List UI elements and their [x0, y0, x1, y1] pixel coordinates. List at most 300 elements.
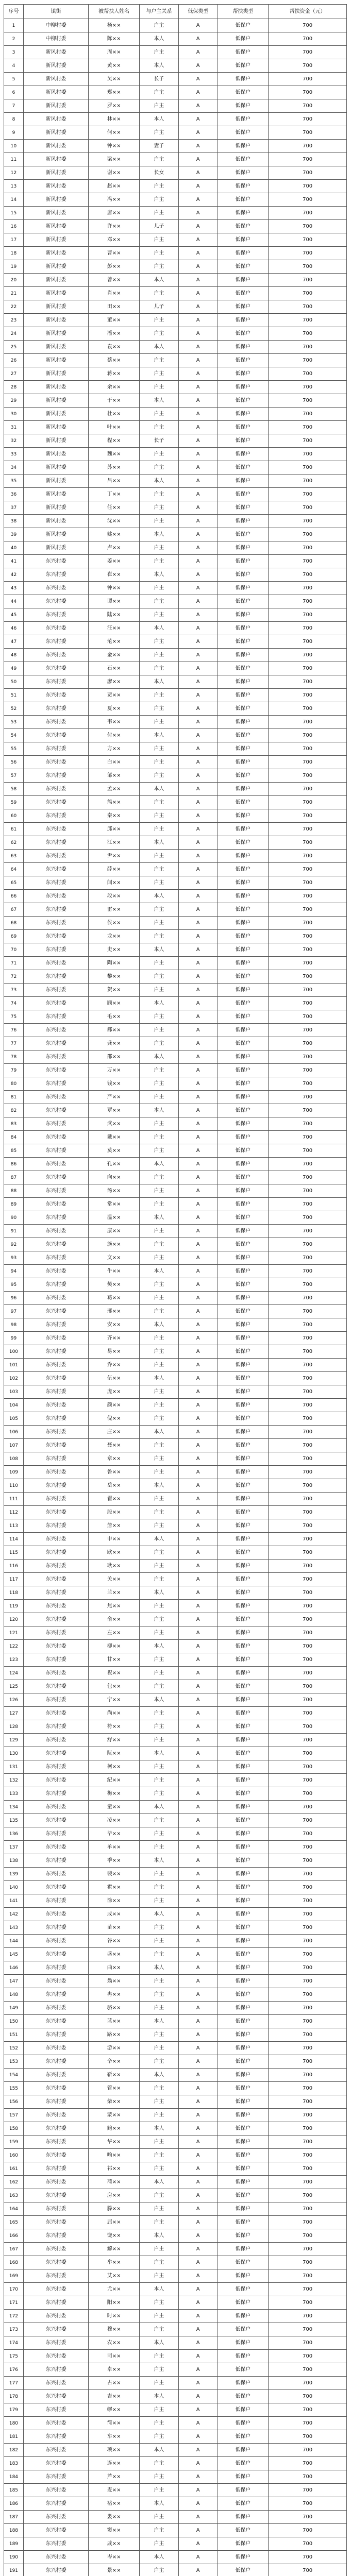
cell-name: 樊××: [89, 1278, 140, 1292]
cell-subsidy-class: A: [178, 635, 218, 649]
cell-assist-type: 低保户: [218, 1560, 269, 1573]
cell-name: 钟××: [89, 582, 140, 595]
cell-name: 单××: [89, 1841, 140, 1854]
cell-assist-type: 低保户: [218, 1184, 269, 1198]
cell-assist-type: 低保户: [218, 1600, 269, 1613]
cell-relation: 户主: [139, 1332, 178, 1345]
cell-name: 冯××: [89, 193, 140, 207]
cell-amount: 700: [269, 193, 347, 207]
cell-subsidy-class: A: [178, 2377, 218, 2390]
cell-index: 125: [4, 1680, 24, 1693]
cell-amount: 700: [269, 1077, 347, 1091]
cell-amount: 700: [269, 1546, 347, 1560]
cell-amount: 700: [269, 2564, 347, 2576]
table-row: [4, 1332, 347, 1345]
cell-town: 东兴村委: [23, 1064, 88, 1077]
cell-assist-type: 低保户: [218, 2189, 269, 2202]
cell-relation: 户主: [139, 1117, 178, 1131]
cell-town: 新风村委: [23, 408, 88, 421]
cell-town: 东兴村委: [23, 876, 88, 890]
cell-index: 122: [4, 1640, 24, 1653]
table-row: [4, 46, 347, 59]
cell-relation: 户主: [139, 46, 178, 59]
cell-relation: 户主: [139, 2243, 178, 2256]
cell-subsidy-class: A: [178, 354, 218, 367]
cell-index: 187: [4, 2511, 24, 2524]
cell-index: 16: [4, 220, 24, 233]
table-row: [4, 1144, 347, 1158]
cell-relation: 户主: [139, 2109, 178, 2122]
cell-relation: 本人: [139, 1050, 178, 1064]
cell-assist-type: 低保户: [218, 622, 269, 635]
cell-subsidy-class: A: [178, 19, 218, 32]
cell-name: 麦××: [89, 2484, 140, 2497]
cell-relation: 户主: [139, 1948, 178, 1961]
cell-assist-type: 低保户: [218, 2028, 269, 2042]
cell-relation: 本人: [139, 2015, 178, 2028]
table-row: [4, 488, 347, 501]
cell-index: 149: [4, 2002, 24, 2015]
cell-relation: 本人: [139, 1479, 178, 1493]
cell-index: 43: [4, 582, 24, 595]
table-row: [4, 850, 347, 863]
cell-town: 东兴村委: [23, 1801, 88, 1814]
cell-relation: 本人: [139, 783, 178, 796]
cell-subsidy-class: A: [178, 1881, 218, 1894]
cell-name: 舒××: [89, 1734, 140, 1747]
cell-subsidy-class: A: [178, 474, 218, 488]
cell-town: 新风村委: [23, 99, 88, 113]
cell-town: 东兴村委: [23, 1412, 88, 1426]
table-row: [4, 126, 347, 140]
cell-relation: 户主: [139, 2417, 178, 2430]
cell-assist-type: 低保户: [218, 73, 269, 86]
cell-amount: 700: [269, 1211, 347, 1225]
cell-town: 东兴村委: [23, 2136, 88, 2149]
cell-amount: 700: [269, 488, 347, 501]
cell-amount: 700: [269, 2028, 347, 2042]
cell-relation: 本人: [139, 1211, 178, 1225]
cell-amount: 700: [269, 2470, 347, 2484]
cell-town: 东兴村委: [23, 2229, 88, 2243]
cell-assist-type: 低保户: [218, 1466, 269, 1479]
cell-assist-type: 低保户: [218, 863, 269, 876]
cell-amount: 700: [269, 1064, 347, 1077]
cell-assist-type: 低保户: [218, 488, 269, 501]
cell-subsidy-class: A: [178, 2055, 218, 2069]
cell-name: 陈××: [89, 32, 140, 46]
cell-subsidy-class: A: [178, 381, 218, 394]
cell-town: 新风村委: [23, 421, 88, 434]
cell-amount: 700: [269, 1144, 347, 1158]
cell-assist-type: 低保户: [218, 2269, 269, 2283]
cell-amount: 700: [269, 2444, 347, 2457]
cell-town: 东兴村委: [23, 2256, 88, 2269]
cell-relation: 户主: [139, 2189, 178, 2202]
table-row: [4, 796, 347, 809]
table-row: [4, 528, 347, 541]
table-row: [4, 408, 347, 421]
cell-subsidy-class: A: [178, 166, 218, 180]
assistance-table: [4, 4, 347, 2576]
cell-town: 东兴村委: [23, 1426, 88, 1439]
cell-index: 156: [4, 2095, 24, 2109]
cell-town: 东兴村委: [23, 2430, 88, 2444]
cell-assist-type: 低保户: [218, 461, 269, 474]
cell-index: 154: [4, 2069, 24, 2082]
cell-subsidy-class: A: [178, 1868, 218, 1881]
cell-assist-type: 低保户: [218, 1131, 269, 1144]
cell-town: 东兴村委: [23, 2417, 88, 2430]
cell-subsidy-class: A: [178, 1117, 218, 1131]
cell-name: 岳××: [89, 1479, 140, 1493]
cell-subsidy-class: A: [178, 1171, 218, 1184]
cell-amount: 700: [269, 140, 347, 153]
cell-town: 东兴村委: [23, 1827, 88, 1841]
cell-name: 田××: [89, 300, 140, 314]
cell-assist-type: 低保户: [218, 1841, 269, 1854]
cell-assist-type: 低保户: [218, 1975, 269, 1988]
cell-assist-type: 低保户: [218, 2122, 269, 2136]
cell-relation: 户主: [139, 863, 178, 876]
cell-index: 7: [4, 99, 24, 113]
cell-assist-type: 低保户: [218, 1774, 269, 1787]
cell-assist-type: 低保户: [218, 2149, 269, 2162]
table-row: [4, 2002, 347, 2015]
cell-name: 聂××: [89, 1439, 140, 1452]
cell-subsidy-class: A: [178, 1198, 218, 1211]
cell-subsidy-class: A: [178, 729, 218, 742]
cell-town: 东兴村委: [23, 970, 88, 984]
cell-relation: 户主: [139, 461, 178, 474]
cell-subsidy-class: A: [178, 970, 218, 984]
cell-assist-type: 低保户: [218, 729, 269, 742]
table-row: [4, 2149, 347, 2162]
cell-relation: 户主: [139, 1439, 178, 1452]
cell-relation: 户主: [139, 1225, 178, 1238]
cell-amount: 700: [269, 2417, 347, 2430]
cell-town: 东兴村委: [23, 1600, 88, 1613]
cell-name: 尚××: [89, 1707, 140, 1720]
cell-amount: 700: [269, 394, 347, 408]
table-row: [4, 823, 347, 836]
cell-assist-type: 低保户: [218, 1305, 269, 1318]
cell-name: 袁××: [89, 341, 140, 354]
cell-relation: 户主: [139, 582, 178, 595]
cell-assist-type: 低保户: [218, 930, 269, 943]
cell-relation: 长女: [139, 166, 178, 180]
cell-amount: 700: [269, 207, 347, 220]
cell-name: 何××: [89, 126, 140, 140]
cell-name: 廖××: [89, 675, 140, 689]
cell-amount: 700: [269, 2176, 347, 2189]
cell-relation: 户主: [139, 314, 178, 327]
cell-town: 东兴村委: [23, 595, 88, 608]
cell-amount: 700: [269, 1707, 347, 1720]
cell-name: 崔××: [89, 568, 140, 582]
cell-name: 付××: [89, 729, 140, 742]
cell-amount: 700: [269, 461, 347, 474]
cell-assist-type: 低保户: [218, 2444, 269, 2457]
cell-relation: 本人: [139, 1265, 178, 1278]
cell-index: 110: [4, 1479, 24, 1493]
cell-name: 倪××: [89, 1412, 140, 1426]
cell-assist-type: 低保户: [218, 1720, 269, 1734]
table-row: [4, 2109, 347, 2122]
cell-name: 缪××: [89, 2403, 140, 2417]
table-row: [4, 341, 347, 354]
cell-subsidy-class: A: [178, 2430, 218, 2444]
table-row: [4, 1774, 347, 1787]
table-row: [4, 2162, 347, 2176]
cell-subsidy-class: A: [178, 408, 218, 421]
cell-name: 秦××: [89, 809, 140, 823]
cell-relation: 本人: [139, 1586, 178, 1600]
cell-amount: 700: [269, 1225, 347, 1238]
cell-index: 8: [4, 113, 24, 126]
cell-relation: 户主: [139, 1493, 178, 1506]
table-row: [4, 233, 347, 247]
table-row: [4, 2537, 347, 2551]
cell-assist-type: 低保户: [218, 501, 269, 515]
cell-relation: 户主: [139, 2377, 178, 2390]
cell-relation: 本人: [139, 2122, 178, 2136]
cell-amount: 700: [269, 2189, 347, 2202]
table-row: [4, 890, 347, 903]
cell-town: 东兴村委: [23, 1868, 88, 1881]
table-row: [4, 1827, 347, 1841]
cell-subsidy-class: A: [178, 113, 218, 126]
cell-subsidy-class: A: [178, 1037, 218, 1050]
cell-amount: 700: [269, 1171, 347, 1184]
cell-relation: 户主: [139, 984, 178, 997]
cell-amount: 700: [269, 2457, 347, 2470]
cell-town: 东兴村委: [23, 2484, 88, 2497]
cell-assist-type: 低保户: [218, 2216, 269, 2229]
cell-amount: 700: [269, 1613, 347, 1626]
cell-subsidy-class: A: [178, 99, 218, 113]
cell-index: 170: [4, 2283, 24, 2296]
cell-subsidy-class: A: [178, 274, 218, 287]
cell-name: 程××: [89, 434, 140, 448]
cell-relation: 户主: [139, 608, 178, 622]
table-row: [4, 314, 347, 327]
cell-assist-type: 低保户: [218, 1586, 269, 1600]
cell-assist-type: 低保户: [218, 608, 269, 622]
cell-assist-type: 低保户: [218, 1345, 269, 1359]
cell-assist-type: 低保户: [218, 984, 269, 997]
table-row: [4, 2417, 347, 2430]
cell-relation: 本人: [139, 1158, 178, 1171]
table-row: [4, 2256, 347, 2269]
cell-assist-type: 低保户: [218, 1988, 269, 2002]
cell-subsidy-class: A: [178, 890, 218, 903]
cell-relation: 户主: [139, 2256, 178, 2269]
cell-name: 武××: [89, 1117, 140, 1131]
cell-assist-type: 低保户: [218, 1318, 269, 1332]
cell-amount: 700: [269, 1158, 347, 1171]
cell-name: 欧××: [89, 1546, 140, 1560]
cell-assist-type: 低保户: [218, 1077, 269, 1091]
cell-relation: 户主: [139, 662, 178, 675]
cell-subsidy-class: A: [178, 1372, 218, 1385]
cell-name: 宁××: [89, 1693, 140, 1707]
cell-relation: 户主: [139, 1975, 178, 1988]
cell-town: 东兴村委: [23, 1908, 88, 1921]
cell-index: 5: [4, 73, 24, 86]
cell-subsidy-class: A: [178, 582, 218, 595]
cell-town: 新风村委: [23, 233, 88, 247]
cell-amount: 700: [269, 1948, 347, 1961]
cell-assist-type: 低保户: [218, 555, 269, 568]
table-row: [4, 1533, 347, 1546]
cell-index: 57: [4, 769, 24, 783]
cell-amount: 700: [269, 702, 347, 716]
cell-name: 严××: [89, 1091, 140, 1104]
cell-name: 史××: [89, 943, 140, 957]
table-row: [4, 836, 347, 850]
table-row: [4, 59, 347, 73]
cell-subsidy-class: A: [178, 32, 218, 46]
cell-subsidy-class: A: [178, 434, 218, 448]
cell-name: 柳××: [89, 1640, 140, 1653]
cell-relation: 户主: [139, 515, 178, 528]
cell-town: 东兴村委: [23, 2296, 88, 2310]
cell-assist-type: 低保户: [218, 1707, 269, 1720]
cell-relation: 户主: [139, 1546, 178, 1560]
cell-index: 13: [4, 180, 24, 193]
table-row: [4, 367, 347, 381]
cell-amount: 700: [269, 2283, 347, 2296]
cell-town: 东兴村委: [23, 1010, 88, 1024]
cell-assist-type: 低保户: [218, 32, 269, 46]
cell-index: 163: [4, 2189, 24, 2202]
cell-relation: 户主: [139, 1868, 178, 1881]
table-row: [4, 86, 347, 99]
cell-subsidy-class: A: [178, 649, 218, 662]
table-row: [4, 582, 347, 595]
cell-amount: 700: [269, 1251, 347, 1265]
cell-index: 161: [4, 2162, 24, 2176]
cell-assist-type: 低保户: [218, 769, 269, 783]
cell-subsidy-class: A: [178, 1385, 218, 1399]
cell-subsidy-class: A: [178, 1680, 218, 1693]
cell-name: 柯××: [89, 1760, 140, 1774]
cell-index: 89: [4, 1198, 24, 1211]
cell-name: 喻××: [89, 2149, 140, 2162]
cell-subsidy-class: A: [178, 1827, 218, 1841]
cell-index: 28: [4, 381, 24, 394]
cell-amount: 700: [269, 1814, 347, 1827]
cell-amount: 700: [269, 2269, 347, 2283]
cell-amount: 700: [269, 675, 347, 689]
cell-name: 苗××: [89, 1921, 140, 1935]
table-row: [4, 2457, 347, 2470]
cell-town: 东兴村委: [23, 2524, 88, 2537]
cell-subsidy-class: A: [178, 850, 218, 863]
cell-relation: 户主: [139, 19, 178, 32]
cell-relation: 本人: [139, 2283, 178, 2296]
cell-town: 东兴村委: [23, 2564, 88, 2576]
cell-relation: 本人: [139, 1104, 178, 1117]
cell-assist-type: 低保户: [218, 903, 269, 917]
column-header-assist-type: 帮扶类型: [218, 5, 269, 19]
table-row: [4, 1948, 347, 1961]
cell-name: 兰××: [89, 1586, 140, 1600]
cell-name: 毕××: [89, 1827, 140, 1841]
cell-town: 东兴村委: [23, 2122, 88, 2136]
cell-name: 娄××: [89, 2511, 140, 2524]
table-row: [4, 2296, 347, 2310]
cell-town: 东兴村委: [23, 1466, 88, 1479]
cell-town: 东兴村委: [23, 1452, 88, 1466]
cell-amount: 700: [269, 1439, 347, 1452]
cell-assist-type: 低保户: [218, 809, 269, 823]
cell-name: 丁××: [89, 488, 140, 501]
cell-subsidy-class: A: [178, 1921, 218, 1935]
cell-relation: 户主: [139, 876, 178, 890]
cell-subsidy-class: A: [178, 2390, 218, 2403]
cell-subsidy-class: A: [178, 1640, 218, 1653]
cell-amount: 700: [269, 2511, 347, 2524]
table-row: [4, 1868, 347, 1881]
cell-amount: 700: [269, 2162, 347, 2176]
cell-name: 祝××: [89, 1667, 140, 1680]
table-row: [4, 2269, 347, 2283]
cell-index: 145: [4, 1948, 24, 1961]
cell-assist-type: 低保户: [218, 99, 269, 113]
cell-subsidy-class: A: [178, 2229, 218, 2243]
cell-relation: 本人: [139, 59, 178, 73]
cell-town: 东兴村委: [23, 2390, 88, 2403]
cell-amount: 700: [269, 1091, 347, 1104]
cell-town: 东兴村委: [23, 1104, 88, 1117]
table-row: [4, 783, 347, 796]
cell-name: 易××: [89, 1345, 140, 1359]
cell-index: 190: [4, 2551, 24, 2564]
cell-name: 詹××: [89, 1519, 140, 1533]
cell-amount: 700: [269, 180, 347, 193]
cell-subsidy-class: A: [178, 180, 218, 193]
cell-relation: 户主: [139, 1345, 178, 1359]
cell-relation: 户主: [139, 1131, 178, 1144]
cell-assist-type: 低保户: [218, 2069, 269, 2082]
table-row: [4, 917, 347, 930]
table-row: [4, 99, 347, 113]
cell-index: 109: [4, 1466, 24, 1479]
cell-index: 130: [4, 1747, 24, 1760]
cell-amount: 700: [269, 126, 347, 140]
cell-assist-type: 低保户: [218, 689, 269, 702]
cell-subsidy-class: A: [178, 126, 218, 140]
cell-name: 姚××: [89, 528, 140, 541]
cell-assist-type: 低保户: [218, 890, 269, 903]
cell-subsidy-class: A: [178, 300, 218, 314]
cell-index: 112: [4, 1506, 24, 1519]
cell-town: 东兴村委: [23, 1305, 88, 1318]
cell-relation: 户主: [139, 2430, 178, 2444]
cell-amount: 700: [269, 2109, 347, 2122]
cell-amount: 700: [269, 341, 347, 354]
cell-index: 14: [4, 193, 24, 207]
cell-index: 30: [4, 408, 24, 421]
cell-town: 东兴村委: [23, 1345, 88, 1359]
cell-name: 黎××: [89, 970, 140, 984]
cell-town: 东兴村委: [23, 1091, 88, 1104]
cell-index: 113: [4, 1519, 24, 1533]
cell-town: 东兴村委: [23, 1278, 88, 1292]
cell-subsidy-class: A: [178, 2162, 218, 2176]
